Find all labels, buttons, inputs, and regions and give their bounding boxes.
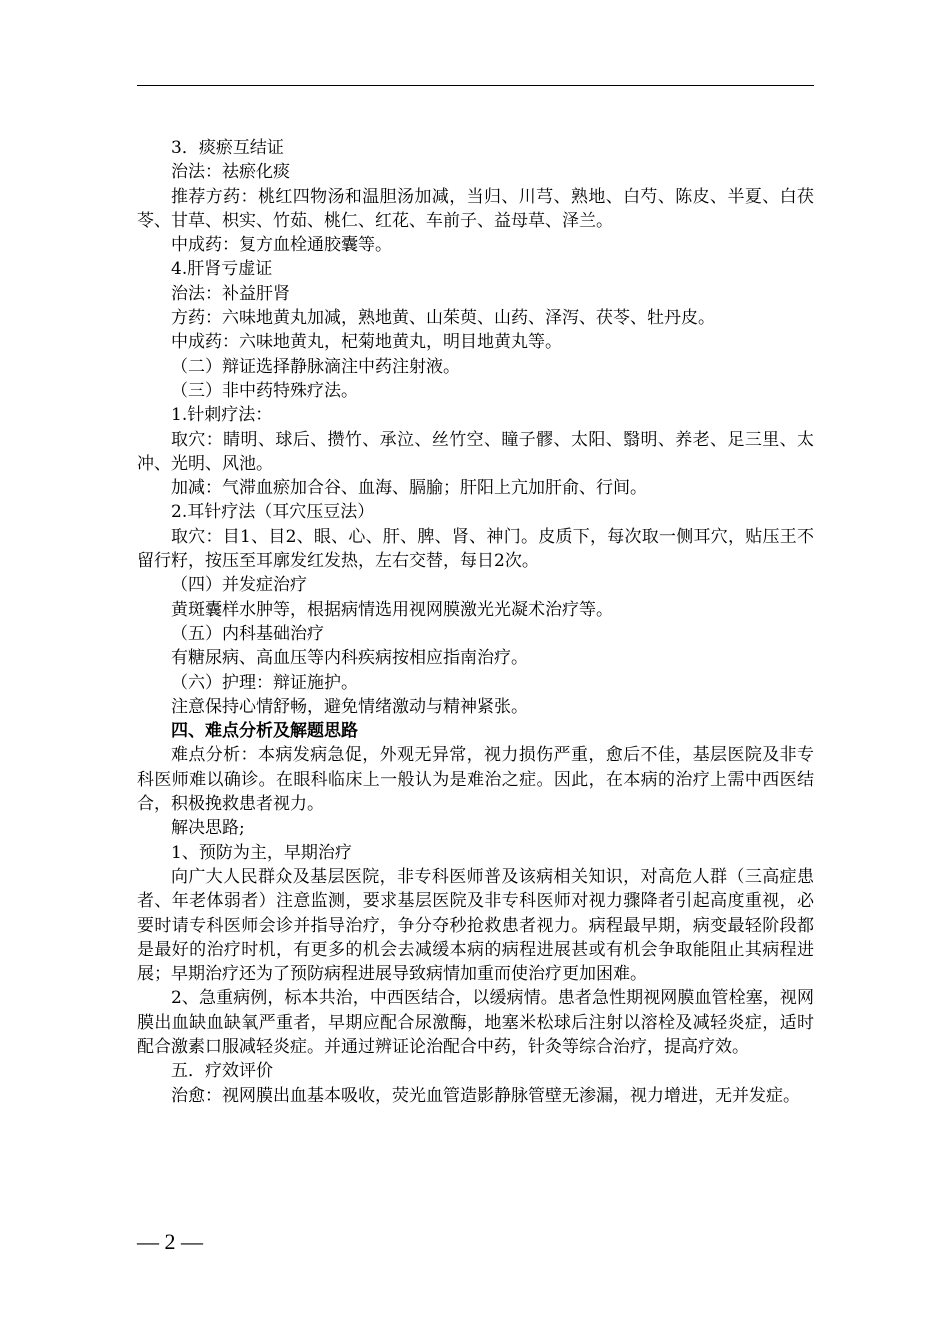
section-heading: （四）并发症治疗 (171, 575, 307, 596)
subsection-heading: 2.耳针疗法（耳穴压豆法） (171, 502, 375, 523)
header-rule (137, 85, 814, 86)
paragraph: 向广大人民群众及基层医院，非专科医师普及该病相关知识，对高危人群（三高症患者、年老体弱者）注意监测，要求基层医院及非专科医师对视力骤降者引起高度重视，必要时请专科医师会诊并指导治疗，争分夺秒抢救患者视力。病程最早期，病变最轻阶段都是最好的治疗时机，有更多的机会去减缓本病的病程进展甚或有机会争取能阻止其病程进展；早期治疗还为了预防病程进展导致病情加重而使治疗更加困难。 (137, 866, 814, 985)
chapter-heading: 四、难点分析及解题思路 (171, 721, 358, 742)
paragraph: 注意保持心情舒畅，避免情绪激动与精神紧张。 (171, 696, 528, 717)
section-heading: （五）内科基础治疗 (171, 623, 324, 644)
paragraph: 方药：六味地黄丸加减，熟地黄、山茱萸、山药、泽泻、茯苓、牡丹皮。 (171, 308, 715, 329)
paragraph: 中成药：六味地黄丸，杞菊地黄丸，明目地黄丸等。 (171, 332, 562, 353)
paragraph: 治愈：视网膜出血基本吸收，荧光血管造影静脉管壁无渗漏，视力增进，无并发症。 (171, 1085, 800, 1106)
paragraph: 取穴：睛明、球后、攒竹、承泣、丝竹空、瞳子髎、太阳、翳明、养老、足三里、太冲、光明、风池。 (137, 429, 814, 474)
paragraph: 推荐方药：桃红四物汤和温胆汤加减，当归、川芎、熟地、白芍、陈皮、半夏、白茯苓、甘草、枳实、竹茹、桃仁、红花、车前子、益母草、泽兰。 (137, 186, 814, 231)
paragraph: 取穴：目1、目2、眼、心、肝、脾、肾、神门。皮质下，每次取一侧耳穴，贴压王不留行籽，按压至耳廓发红发热，左右交替，每日2次。 (137, 526, 814, 572)
heading-gan-shen-kui-xu: 4.肝肾亏虚证 (171, 259, 273, 280)
section-heading: （六）护理：辩证施护。 (171, 672, 358, 693)
paragraph: 难点分析：本病发病急促，外观无异常，视力损伤严重，愈后不佳，基层医院及非专科医师难以确诊。在眼科临床上一般认为是难治之症。因此，在本病的治疗上需中西医结合，积极挽救患者视力。 (137, 745, 814, 815)
page-number: — 2 — (137, 1229, 203, 1254)
section-heading: （二）辩证选择静脉滴注中药注射液。 (171, 356, 460, 377)
section-heading: （三）非中药特殊疗法。 (171, 380, 358, 401)
chapter-heading: 五．疗效评价 (171, 1061, 273, 1082)
heading-tan-yu-hu-jie: 3．痰瘀互结证 (171, 138, 284, 158)
paragraph: 黄斑囊样水肿等，根据病情选用视网膜激光光凝术治疗等。 (171, 599, 613, 620)
paragraph: 加减：气滞血瘀加合谷、血海、膈腧；肝阳上亢加肝俞、行间。 (171, 478, 647, 499)
paragraph: 中成药：复方血栓通胶囊等。 (171, 235, 392, 256)
subsection-heading: 1、预防为主，早期治疗 (171, 842, 352, 863)
subsection-heading: 1.针刺疗法： (171, 405, 273, 426)
paragraph: 解决思路; (171, 818, 245, 839)
paragraph: 2、急重病例，标本共治，中西医结合，以缓病情。患者急性期视网膜血管栓塞，视网膜出血缺血缺氧严重者，早期应配合尿激酶，地塞米松球后注射以溶栓及减轻炎症，适时配合激素口服减轻炎症。并通过辨证论治配合中药，针灸等综合治疗，提高疗效。 (137, 988, 814, 1057)
paragraph: 有糖尿病、高血压等内科疾病按相应指南治疗。 (171, 648, 528, 669)
paragraph: 治法：祛瘀化痰 (171, 162, 290, 183)
document-body (137, 136, 814, 1108)
paragraph: 治法：补益肝肾 (171, 283, 290, 304)
